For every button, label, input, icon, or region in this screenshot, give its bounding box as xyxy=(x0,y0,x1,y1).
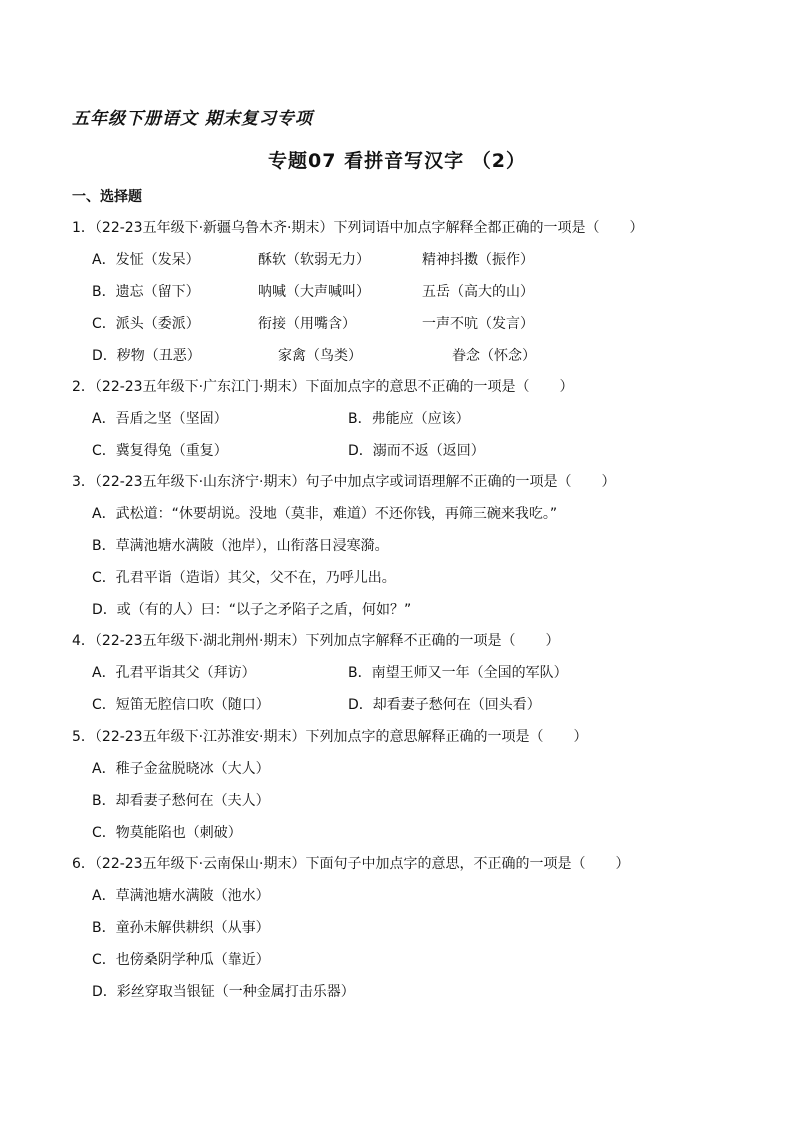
page-title: 专题07 看拼音写汉字 （2） xyxy=(268,150,526,172)
option[interactable]: B．弗能应（应该） xyxy=(348,411,470,427)
option[interactable]: A．草满池塘水满陂（池水） xyxy=(92,888,270,904)
option[interactable]: D．彩丝穿取当银钲（一种金属打击乐器） xyxy=(92,984,355,1000)
option[interactable]: B．童孙未解供耕织（从事） xyxy=(92,920,270,936)
option[interactable]: A．孔君平诣其父（拜访） xyxy=(92,665,256,681)
option[interactable]: D．却看妻子愁何在（回头看） xyxy=(348,697,541,713)
question-2-stem: 2．（22-23五年级下·广东江门·期末）下面加点字的意思不正确的一项是（ ） xyxy=(72,379,574,395)
question-4-stem: 4．（22-23五年级下·湖北荆州·期末）下列加点字解释不正确的一项是（ ） xyxy=(72,633,560,649)
option[interactable]: C．物莫能陷也（刺破） xyxy=(92,825,242,841)
option[interactable]: B．草满池塘水满陂（池岸），山衔落日浸寒漪。 xyxy=(92,538,389,554)
option[interactable]: B．却看妻子愁何在（夫人） xyxy=(92,793,270,809)
option: 呐喊（大声喊叫） xyxy=(258,284,370,300)
question-3-stem: 3．（22-23五年级下·山东济宁·期末）句子中加点字或词语理解不正确的一项是（ ） xyxy=(72,474,616,490)
option[interactable]: A．吾盾之坚（坚固） xyxy=(92,411,228,427)
question-6-stem: 6．（22-23五年级下·云南保山·期末）下面句子中加点字的意思，不正确的一项是（ ） xyxy=(72,856,630,872)
option[interactable]: D．秽物（丑恶） xyxy=(92,348,201,364)
option: 眷念（怀念） xyxy=(452,348,536,364)
document-header: 五年级下册语文 期末复习专项 xyxy=(72,109,313,129)
option[interactable]: A．发怔（发呆） xyxy=(92,252,200,268)
option[interactable]: A．稚子金盆脱晓冰（大人） xyxy=(92,761,270,777)
option: 一声不吭（发言） xyxy=(422,316,534,332)
option[interactable]: C．短笛无腔信口吹（随口） xyxy=(92,697,270,713)
option: 酥软（软弱无力） xyxy=(258,252,370,268)
option[interactable]: C．也傍桑阴学种瓜（靠近） xyxy=(92,952,270,968)
option[interactable]: D．或（有的人）曰：“以子之矛陷子之盾，何如？” xyxy=(92,602,412,618)
option[interactable]: D．溺而不返（返回） xyxy=(348,443,485,459)
option: 衔接（用嘴含） xyxy=(258,316,356,332)
option[interactable]: A．武松道：“休要胡说。没地（莫非，难道）不还你钱，再筛三碗来我吃。” xyxy=(92,506,558,522)
option: 精神抖擞（振作） xyxy=(422,252,534,268)
option[interactable]: B．南望王师又一年（全国的军队） xyxy=(348,665,568,681)
option: 家禽（鸟类） xyxy=(278,348,362,364)
question-5-stem: 5．（22-23五年级下·江苏淮安·期末）下列加点字的意思解释正确的一项是（ ） xyxy=(72,729,588,745)
option[interactable]: C．冀复得兔（重复） xyxy=(92,443,228,459)
option[interactable]: C．孔君平诣（造诣）其父，父不在，乃呼儿出。 xyxy=(92,570,396,586)
option[interactable]: C．派头（委派） xyxy=(92,316,200,332)
section-heading: 一、选择题 xyxy=(72,189,142,205)
option: 五岳（高大的山） xyxy=(422,284,534,300)
question-1-stem: 1．（22-23五年级下·新疆乌鲁木齐·期末）下列词语中加点字解释全都正确的一项是（ ） xyxy=(72,220,644,236)
option[interactable]: B．遗忘（留下） xyxy=(92,284,200,300)
